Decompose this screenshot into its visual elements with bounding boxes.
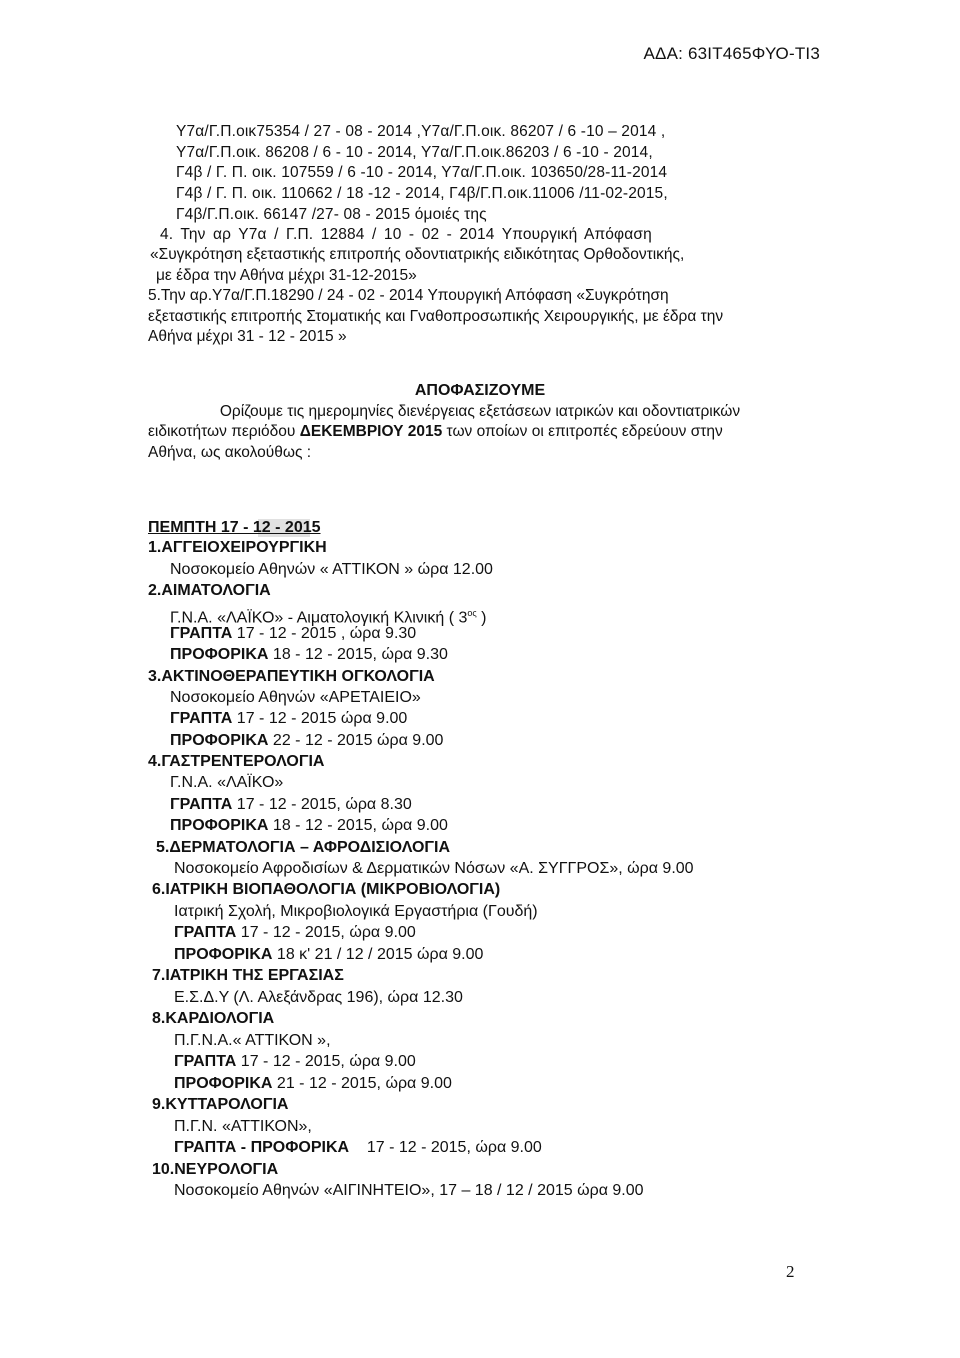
line-text: Γ.Ν.Α. «ΛΑΪΚΟ» - Αιματολογική Κλινική ( 3 (170, 609, 468, 627)
exam-date: 17 - 12 - 2015, ώρα 8.30 (232, 796, 412, 813)
line-text: ) (476, 609, 487, 627)
specialty-title: 2.ΑΙΜΑΤΟΛΟΓΙΑ (148, 582, 271, 599)
specialty-line: Νοσοκομείο Αθηνών «ΑΡΕΤΑΙΕΙΟ» (170, 689, 421, 706)
preamble-line: 5.Την αρ.Υ7α/Γ.Π.18290 / 24 - 02 - 2014 Υπουργική Απόφαση «Συγκρότηση (148, 287, 669, 304)
specialty-line (170, 731, 443, 751)
specialty-line (174, 1074, 452, 1094)
preamble-line: Γ4β / Γ. Π. οικ. 107559 / 6 -10 - 2014, Υ7α/Γ.Π.οικ. 103650/28-11-2014 (176, 164, 668, 181)
exam-type: ΓΡΑΠΤΑ (170, 625, 233, 642)
exam-date: 18 - 12 - 2015, ώρα 9.30 (268, 646, 448, 663)
exam-date: 17 - 12 - 2015, ώρα 9.00 (236, 1053, 416, 1070)
exam-date: 17 - 12 - 2015 ώρα 9.00 (232, 710, 408, 727)
preamble-line: Υ7α/Γ.Π.οικ75354 / 27 - 08 - 2014 ,Υ7α/Γ.Π.οικ. 86207 / 6 -10 – 2014 , (176, 123, 666, 140)
specialty-line: Ε.Σ.Δ.Υ (Λ. Αλεξάνδρας 196), ώρα 12.30 (174, 989, 463, 1006)
specialty-title: 8.ΚΑΡΔΙΟΛΟΓΙΑ (152, 1010, 275, 1027)
preamble-line: Γ4β/Γ.Π.οικ. 66147 /27- 08 - 2015 όμοιές της (176, 206, 487, 223)
ada-code: ΑΔΑ: 63ΙΤ465ΦΥΟ-ΤΙ3 (643, 44, 820, 63)
specialty-line (170, 624, 416, 644)
preamble-line: Γ4β / Γ. Π. οικ. 110662 / 18 -12 - 2014, Γ4β/Γ.Π.οικ.11006 /11-02-2015, (176, 185, 668, 202)
exam-type: ΠΡΟΦΟΡΙΚΑ (174, 946, 273, 963)
specialty-title: 5.ΔΕΡΜΑΤΟΛΟΓΙΑ – ΑΦΡΟΔΙΣΙΟΛΟΓΙΑ (156, 839, 450, 856)
preamble-line: εξεταστικής επιτροπής Στοματικής και Γναθοπροσωπικής Χειρουργικής, με έδρα την (148, 308, 724, 325)
preamble-line: Αθήνα μέχρι 31 - 12 - 2015 » (148, 328, 347, 345)
preamble-line: με έδρα την Αθήνα μέχρι 31-12-2015» (156, 267, 417, 284)
specialty-line: Π.Γ.Ν. «ΑΤΤΙΚΟΝ», (174, 1118, 312, 1135)
specialty-title: 7.ΙΑΤΡΙΚΗ ΤΗΣ ΕΡΓΑΣΙΑΣ (152, 967, 344, 984)
exam-type: ΠΡΟΦΟΡΙΚΑ (170, 646, 269, 663)
exam-date: 17 - 12 - 2015, ώρα 9.00 (349, 1139, 542, 1156)
exam-type: ΓΡΑΠΤΑ - ΠΡΟΦΟΡΙΚΑ (174, 1139, 350, 1156)
page-number: 2 (786, 1262, 795, 1281)
decision-text-line: Αθήνα, ως ακολούθως : (148, 444, 312, 461)
exam-type: ΓΡΑΠΤΑ (170, 710, 233, 727)
specialty-line: Νοσοκομείο Αφροδισίων & Δερματικών Νόσων «Α. ΣΥΓΓΡΟΣ», ώρα 9.00 (174, 860, 694, 877)
superscript: ος (467, 608, 477, 618)
decision-text: των οποίων οι επιτροπές εδρεύουν στην (442, 423, 723, 440)
specialty-line (170, 795, 412, 815)
decision-text-line: Ορίζουμε τις ημερομηνίες διενέργειας εξετάσεων ιατρικών και οδοντιατρικών (219, 403, 741, 420)
exam-type: ΠΡΟΦΟΡΙΚΑ (170, 732, 269, 749)
specialty-line (174, 1052, 416, 1072)
specialty-line: Γ.Ν.Α. «ΛΑΪΚΟ» (170, 774, 284, 791)
exam-date: 21 - 12 - 2015, ώρα 9.00 (272, 1075, 452, 1092)
specialty-line: Νοσοκομείο Αθηνών « ΑΤΤΙΚΟΝ » ώρα 12.00 (170, 561, 493, 578)
specialty-title: 1.ΑΓΓΕΙΟΧΕΙΡΟΥΡΓΙΚΗ (148, 539, 327, 556)
specialty-title: 4.ΓΑΣΤΡΕΝΤΕΡΟΛΟΓΙΑ (148, 753, 325, 770)
preamble-line: Υ7α/Γ.Π.οικ. 86208 / 6 - 10 - 2014, Υ7α/Γ.Π.οικ.86203 / 6 -10 - 2014, (176, 144, 653, 161)
specialty-line (170, 816, 448, 836)
specialty-title: 10.ΝΕΥΡΟΛΟΓΙΑ (152, 1161, 279, 1178)
specialty-line (174, 1138, 542, 1158)
exam-date: 17 - 12 - 2015, ώρα 9.00 (236, 924, 416, 941)
specialty-line (174, 923, 416, 943)
exam-date: 22 - 12 - 2015 ώρα 9.00 (268, 732, 444, 749)
exam-date: 17 - 12 - 2015 , ώρα 9.30 (232, 625, 417, 642)
day-heading: ΠΕΜΠΤΗ 17 - 12 - 2015 (148, 519, 321, 536)
exam-type: ΓΡΑΠΤΑ (170, 796, 233, 813)
specialty-title: 9.ΚΥΤΤΑΡΟΛΟΓΙΑ (152, 1096, 289, 1113)
preamble-line: «Συγκρότηση εξεταστικής επιτροπής οδοντιατρικής ειδικότητας Ορθοδοντικής, (150, 246, 685, 263)
exam-type: ΓΡΑΠΤΑ (174, 924, 237, 941)
specialty-line (170, 645, 448, 665)
decision-text-line (148, 422, 723, 442)
specialty-line: Π.Γ.Ν.Α.« ΑΤΤΙΚΟΝ », (174, 1032, 331, 1049)
specialty-title: 6.ΙΑΤΡΙΚΗ ΒΙΟΠΑΘΟΛΟΓΙΑ (ΜΙΚΡΟΒΙΟΛΟΓΙΑ) (152, 881, 501, 898)
exam-date: 18 κ' 21 / 12 / 2015 ώρα 9.00 (272, 946, 484, 963)
specialty-title: 3.ΑΚΤΙΝΟΘΕΡΑΠΕΥΤΙΚΗ ΟΓΚΟΛΟΓΙΑ (148, 668, 435, 685)
preamble-line: 4. Την αρ Υ7α / Γ.Π. 12884 / 10 - 02 - 2014 Υπουργική Απόφαση (160, 226, 652, 243)
exam-type: ΠΡΟΦΟΡΙΚΑ (174, 1075, 273, 1092)
exam-date: 18 - 12 - 2015, ώρα 9.00 (268, 817, 448, 834)
decision-period: ΔΕΚΕΜΒΡΙΟΥ 2015 (299, 423, 443, 440)
exam-type: ΠΡΟΦΟΡΙΚΑ (170, 817, 269, 834)
specialty-line: Νοσοκομείο Αθηνών «ΑΙΓΙΝΗΤΕΙΟ», 17 – 18 / 12 / 2015 ώρα 9.00 (174, 1182, 644, 1199)
exam-type: ΓΡΑΠΤΑ (174, 1053, 237, 1070)
decision-title: ΑΠΟΦΑΣΙΖΟΥΜΕ (414, 382, 546, 399)
specialty-line: Ιατρική Σχολή, Μικροβιολογικά Εργαστήρια (Γουδή) (174, 903, 538, 920)
specialty-line (174, 945, 483, 965)
decision-text: ειδικοτήτων περιόδου (148, 423, 300, 440)
specialty-line (170, 709, 407, 729)
